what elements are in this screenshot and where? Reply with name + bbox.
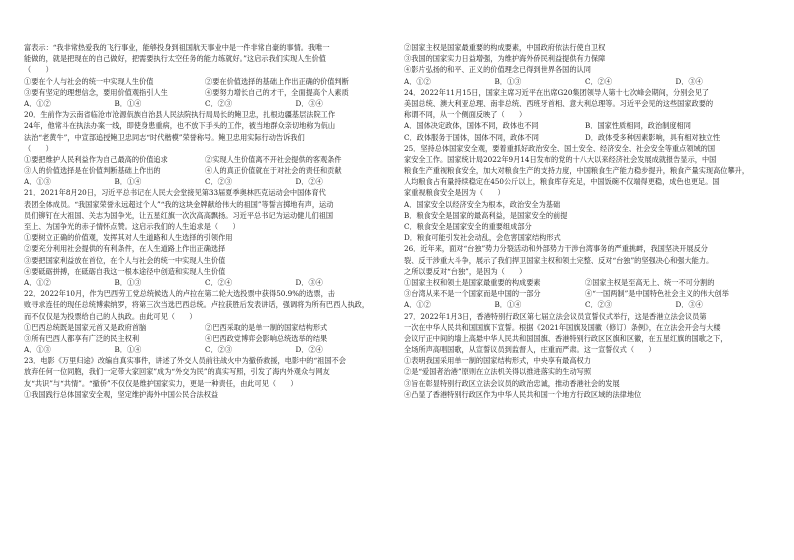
q27-options: ①表明我国采用单一制的国家结构形式，中央享有最高权力 ②是“爱国者治港”原则在立法机关得以推进落实的生动写照 ③旨在彰显特别行政区立法会议员的政治忠诚，推动香港社会的发展 ④凸显了香港特别行政区作为中华人民共和国一个地方行政区域的法律地位: [404, 356, 642, 399]
q24-stem: 24．2022年11月15日，国家主席习近平在出席G20集团领导人第十七次峰会期间，分别会见了 美国总统、澳大利亚总理、南非总统、西班牙首相、意大利总理等。习近平会见的这些国家政要的 称谓不同，从一个侧面反映了（ ）: [404, 87, 714, 120]
q25-options: A．国家安全以经济安全为根本，政治安全为基础 B．粮食安全是国家的最高利益，是国家安全的前提 C．粮食安全是国家安全的重要组成部分 D．粮食可能引发社会动乱，会危害国家结构形式: [404, 199, 568, 243]
q26-option-row: ③台湾从来不是一个国家而是中国的一部分 ④“一国两制”是中国特色社会主义的伟大创举: [404, 289, 729, 299]
q22-stem: 22．2022年10月，作为巴西劳工党总统候选人的卢拉在第二轮大选投票中获得50.9%的选票，击 败寻求连任的现任总统博索纳罗，将第三次当选巴西总统。卢拉获胜后发表讲话，强调将为所有巴西人执政， 而不仅仅是为投票给自己的人执政。由此可见（ ）: [24, 289, 370, 321]
q27-stem: 27．2022年1月3日，香港特别行政区第七届立法会议员宣誓仪式举行，这是香港立法会议员第 一次在中华人民共和国国旗下宣誓。根据《2021年国旗及国徽（修订）条例》，在立法会开会与大楼 会议厅正中间的墙上高悬中华人民共和国国旗、香港特别行政区区旗和区徽，在五星红旗的国歌之下， 全场所声高唱国歌，从宣誓议员到监督人，庄重而严肃。这一宣誓仪式（ ）: [404, 311, 728, 355]
q24-option-row: C．政体服务于国体，国体不同，政体不同 D．政体受多种因素影响，具有相对独立性: [404, 132, 721, 142]
q26-option-row: ①国家主权和领土是国家最重要的构成要素 ②国家主权是至高无上、统一不可分割的: [404, 277, 715, 287]
right-column: [404, 42, 766, 400]
q20-choices: A．①③ B．①④ C．②③ D．②④: [24, 177, 323, 187]
q20-stem: 20．生前作为云南省临沧市沧源佤族自治县人民法院执行局局长的鲍卫忠，扎根边疆基层法院工作 24年，他常斗在执法办案一线，即使身患重病，也不放下手头的工作，被当地群众亲切地称为佤山 法治“老黄牛”，中宣部追授鲍卫忠同志“时代楷模”荣誉称号。鲍卫忠用实际行动告诉我们 （ ）: [24, 110, 336, 153]
q23-stem: 23．电影《万里归途》改编自真实事件，讲述了外交人员前往战火中为撤侨救援，电影中的“祖国不会 放弃任何一位同胞，我们一定带大家回家”成为“外交为民”的真实写照，引发了海内外观众与网友 友“共识”与“共情”。“撤侨”不仅仅是维护国家实力，更是一种责任，由此可见（ ） ①我国践行总体国家安全观，坚定维护海外中国公民合法权益: [24, 356, 346, 399]
left-column: [24, 42, 386, 400]
q22-option-row: ③所有巴西人都享有广泛的民主权利 ④巴西政党博弈会影响总统选举的结果: [24, 333, 328, 343]
q23-options-cont: ②国家主权是国家最重要的构成要素，中国政府依法行使自卫权 ③我国的国家实力日益增强，为维护海外侨民利益提供有力保障 ④影片弘扬的和平、正义的价值理念已得到世界各国的认同: [404, 43, 606, 75]
q22-option-row: ①巴西总统既是国家元首又是政府首脑 ②巴西采取的是单一制的国家结构形式: [24, 322, 328, 332]
q26-stem: 26．近年来，面对“台独”势力分裂活动和外部势力干涉台湾事务的严重挑衅，我国坚决开展反分 裂、反干涉重大斗争，展示了我们捍卫国家主权和领土完整、反对“台独”的坚强决心和强大能力。 之所以要反对“台独”，是因为（ ）: [404, 244, 714, 276]
q23-choices: A．①② B．①③ C．②④ D．③④: [404, 76, 703, 86]
q21-choices: A．①② B．①③ C．②④ D．③④: [24, 277, 323, 287]
q22-choices: A．①③ B．①④ C．②③ D．②④: [24, 345, 323, 355]
q21-stem: 21．2021年8月20日，习近平总书记在人民大会堂接见第33届夏季奥林匹克运动会中国体育代 表团全体成员。“我国家荣誉永远超过个人”“我的这块金牌献给伟大的祖国”等誓言掷地有声，运动 员们铆钉在大祖国、关志为国争光，让五星红旗一次次高高飘扬。习近平总书记为运动健儿们祖国 至上、为国争光的赤子情怀点赞。这启示我们的人生追求是（ ）: [24, 188, 334, 231]
q26-choices: A．①② B．①④ C．②③ D．③④: [404, 300, 703, 310]
q19-option-row: ①要在个人与社会的统一中实现人生价值 ②要在价值选择的基础上作出正确的价值判断: [24, 76, 349, 86]
q19-stem: 富表示：“我非常热爱我的飞行事业，能够投身到祖国航天事业中是一件非常自豪的事情。我唯一 能做的，就是把现在的自己做好，把需要执行太空任务的能力练就好。”这启示我们实现人生价值 （ ）: [24, 43, 330, 75]
q20-option-row: ③人的价值选择是在价值判断基础上作出的 ④人的真正价值就在于对社会的责任和贡献: [24, 166, 342, 176]
q24-option-row: A．国体决定政体，国体不同，政体也不同 B．国家性质相同，政治制度相同: [404, 121, 691, 131]
q19-choices: A．①② B．①④ C．②③ D．③④: [24, 98, 323, 108]
q25-stem: 25．坚持总体国家安全观，要着重抓好政治安全、国土安全、经济安全、社会安全等重点领域的国 家安全工作。国家统计局2022年9月14日发布的党的十八大以来经济社会发展成就报告显示，中国 粮食生产重视粮食安全，加大对粮食生产的支持力度，中国粮食生产能力稳步提升，粮食产量实现高位攀升， 人均粮食占有量持续稳定在450公斤以上，粮食库存充足，中国饭碗不仅端得更稳，成色也更足。国 家重视粮食安全是因为（ ）: [404, 143, 750, 198]
q21-options: ①要树立正确的价值观，发挥其对人生道路和人生选择的引领作用 ②要充分利用社会提供的有利条件，在人生道路上作出正确选择 ③要把国家利益放在首位，在个人与社会的统一中实现人生价值 ④要砥砺拼搏，在砥砺自我这一根本途径中创造和实现人生价值: [24, 233, 233, 276]
q19-option-row: ③要有坚定的理想信念，要用价值观指引人生 ④要努力增长自己的才干，全面提高个人素质: [24, 87, 349, 97]
q20-option-row: ①要把维护人民利益作为自己最高的价值追求 ②实现人生价值离不开社会提供的客观条件: [24, 154, 342, 164]
